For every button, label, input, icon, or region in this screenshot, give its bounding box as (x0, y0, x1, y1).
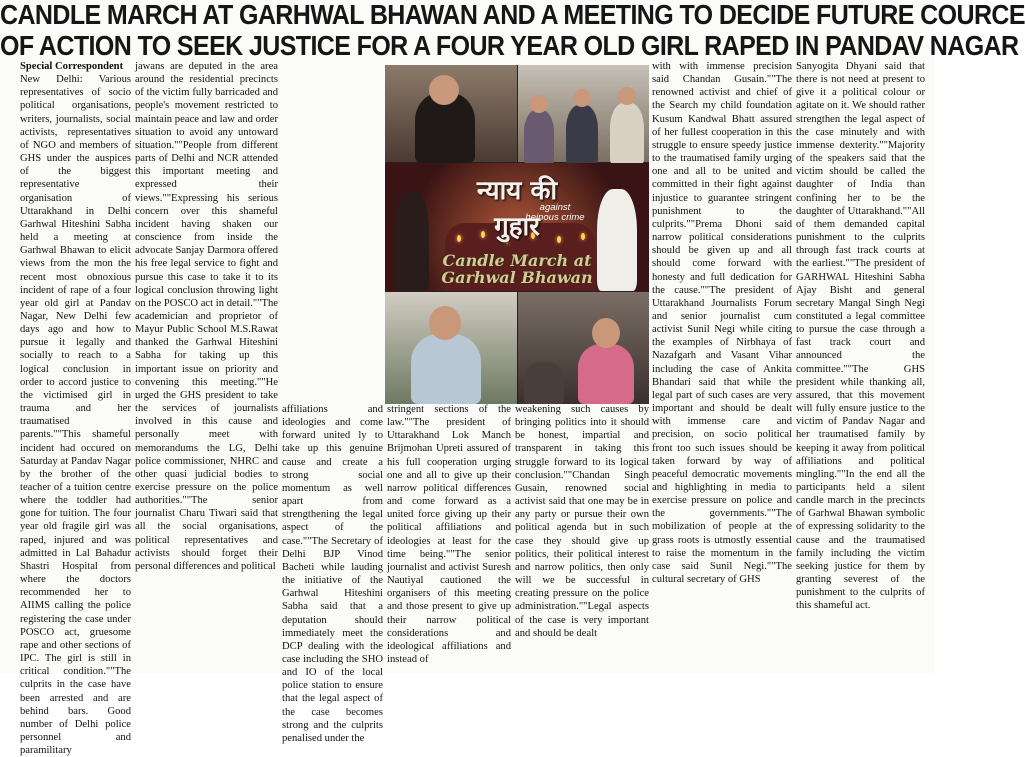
article-column-2 (135, 60, 278, 660)
column-3-text: affiliations and ideologies and come forward united ly to take up this genuine cause and create a strong social momentum as well apart from strengthening the legal aspect of the case.""The Secretary of Delhi BJP Vinod Bacheti while lauding the initiative of the Garhwal Hiteshini Sabha said that a deputation should immediately meet the DCP dealing with the case including the SHO and IO of the local police station to ensure that the legal aspect of the case becomes strong and the culprits penalised under the (282, 404, 383, 744)
photo-caption (385, 252, 649, 286)
article-column-6 (652, 60, 792, 660)
photo-women-speaker (518, 292, 649, 404)
byline: Special Correspondent (20, 61, 124, 72)
photo-caption-line-1: Candle March at (442, 251, 592, 270)
photo-speaker-cap (385, 65, 517, 162)
photo-meeting-audience (518, 65, 649, 162)
column-6-text: with with immense precision said Chandan Gusain.""The renowned activist and chief of the Search my child foundation Kusum Kandwal Bhatt assured of her fullest cooperation in this struggle to ensure speedy justice to the traumatised family urging one and all to be united and committed in their fight against injustice to guarantee stringent punishment to the culprits.""Prema Dhoni said narrow political considerations should be given up and all should come forward with honesty and full dedication for the cause.""The president of Uttarakhand Journalists Forum and senior journalist cum activist Sunil Negi while citing the examples of Nirbhaya of Nazafgarh and Vasant Vihar including the case of Ankita Bhandari said that while the legal part of such cases are very important and should be dealt with immense care and precision, on socio political front too such issues should be taken forward by way of peaceful democratic movements and highlighting in media to exercise pressure on police and the governments.""The mobilization of people at the grass roots is utmostly essential to raise the momentum in the case said Sunil Negi.""The cultural secretary of GHS (652, 61, 792, 586)
banner-hindi-title: न्याय की गुहार (476, 176, 558, 242)
headline-line-1: CANDLE MARCH AT GARHWAL BHAWAN AND A MEETING TO DECIDE FUTURE COURCE (0, 0, 1025, 31)
article-column-4 (387, 403, 511, 665)
column-1-text: New Delhi: Various representatives of socio political organisations, writers, journalists, social activists, representatives of NGO and members of GHS under the auspices of the biggest representative organisation of Uttarakhand in Delhi Garhwal Hiteshini Sabha held a meeting at Garhwal Bhawan to elicit views from the mon the recent most obnoxious incident of rape of a four year old girl at Pandav Nagar, New Delhi few days ago and how to pursue it legally and socially to reach to a logical conclusion in order to accord justice to the victimised girl in trauma and her traumatised parents.""This shameful incident had occured on Saturday at Pandav Nagar by the brother of the teacher of a tuition centre where the toddler had gone for tuition. The four year old fragile girl was raped, injured and was admitted in Lal Bahadur Shastri Hospital from where the doctors recommended her to AIIMS calling the police registering the case under POSCO act, gruesome rape and other sections of IPC. The girl is still in critical condition.""The culprits in the case have been arrested and are behind bars. Good number of Delhi police personnel and paramilitary (20, 74, 131, 757)
headline (0, 0, 1025, 66)
article-column-1 (20, 60, 131, 757)
photo-collage (385, 65, 649, 404)
headline-line-2: OF ACTION TO SEEK JUSTICE FOR A FOUR YEAR OLD GIRL RAPED IN PANDAV NAGAR (0, 30, 1019, 62)
article-column-5 (515, 403, 649, 660)
column-5-text: weakening such causes by bringing politics into it should be honest, impartial and transparent in taking this struggle forward to its logical conclusion.""Chandan Singh Gusain, renowned social activist said that one may be in any party or pursue their own political agenda but in such case they should give up politics, their political interest and narrow politics, then only will we be successful in creating pressure on the police administration.""Legal aspects of the case is very important and should be dealt (515, 404, 649, 639)
photo-caption-line-2: Garhwal Bhawan (441, 268, 593, 287)
column-4-text: stringent sections of the law.""The president of Uttarakhand Lok Manch Brijmohan Upreti assured of his full cooperation urging one and all to give up their narrow political differences and come forward as a united force giving up their political affiliations and ideologies at least for the time being.""The senior journalist and activist Suresh Nautiyal cautioned the organisers of this meeting and those present to give up their narrow political considerations and ideological affiliations and instead of (387, 404, 511, 665)
article-column-3 (282, 403, 383, 744)
banner-subtitle: against heinous crime (525, 202, 585, 223)
column-2-text: jawans are deputed in the area around the residential precincts of the victim fully barricaded and people's movement restricted to maintain peace and law and order situation to avoid any untoward situation.""People from different parts of Delhi and NCR attended this important meeting and expressed their views.""Expressing his serious concern over this shameful incident having shaken our conscience from inside the advocate Sanjay Darmora offered his free legal service to fight and pursue this case to take it to its logical conclusion throwing light on the POSCO act in detail.""The academician and proprietor of Mayur Public School M.S.Rawat thanked the Garhwal Hiteshini Sabha for taking up this important issue on priority and convening this meeting.""He urged the GHS president to take the services of journalists involved in this cause and personally meet with memorandums the LG, Delhi police commissioner, NHRC and other quasi judicial bodies to exercise pressure on the police authorities.""The senior journalist Charu Tiwari said that all the social organisations, political representatives and activists should forget their personal differences and political (135, 61, 278, 572)
column-7-text: Sanyogita Dhyani said that there is not need at present to give it a political colour or agitate on it. We should rather strengthen the legal aspect of the case minutely and with immense dexterity.""Majority of the speakers said that the victim should be called the daughter of India than confining her to be the daughter of Uttarakhand.""All of them demanded capital punishment to the culprits through fast track courts at the earliest.""The president of GARHWAL Hiteshini Sabha Ajay Bisht and general secretary Mangal Singh Negi constituted a legal committee to pursue the case through a fast track court and announced the committee.""The GHS president while thanking all, assured, that this movement will fully ensure justice to the victim of Pandav Nagar and her traumatised family by keeping it away from political affiliations and political mingling.""In the end all the participants held a silent candle march in the precincts of Garhwal Bhawan symbolic of expressing solidarity to the cause and the traumatised family including the victim seeking justice for them by granting severest of the punishment to the culprits of this shameful act. (796, 61, 925, 612)
article-column-7 (796, 60, 925, 660)
photo-speaker-mic (385, 292, 517, 404)
